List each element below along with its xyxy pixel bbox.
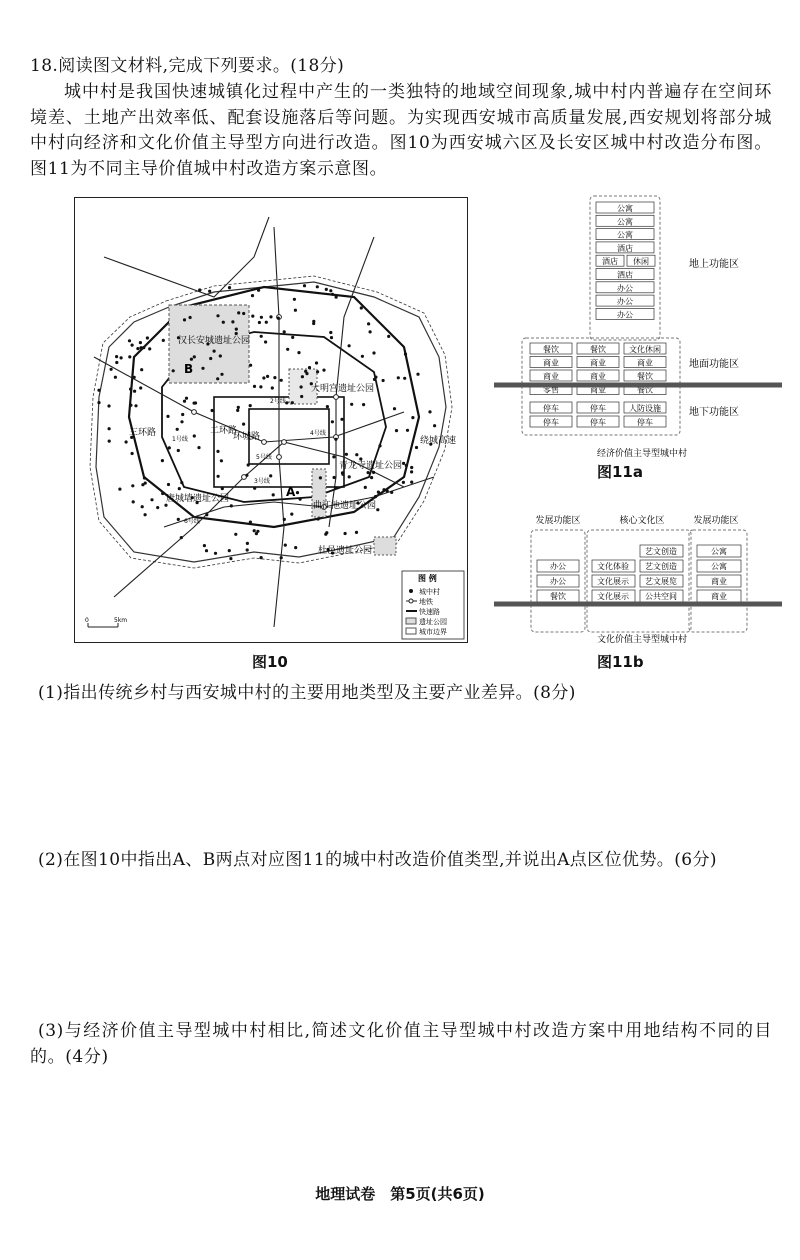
urban-village-dot bbox=[146, 336, 149, 339]
urban-village-dot bbox=[230, 504, 233, 507]
underground-cell: 停车 bbox=[590, 418, 606, 427]
label-han-park: 汉长安城遗址公园 bbox=[178, 336, 251, 346]
urban-village-dot bbox=[410, 470, 413, 473]
urban-village-dot bbox=[331, 293, 334, 296]
tower-cell-7: 办公 bbox=[617, 283, 633, 293]
urban-village-dot bbox=[348, 344, 351, 347]
urban-village-dot bbox=[131, 344, 134, 347]
urban-village-dot bbox=[335, 296, 338, 299]
urban-village-dot bbox=[198, 288, 201, 291]
urban-village-dot bbox=[217, 475, 220, 478]
urban-village-dot bbox=[139, 341, 142, 344]
urban-village-dot bbox=[395, 429, 398, 432]
urban-village-dot bbox=[382, 379, 385, 382]
core-right-cell: 艺文展览 bbox=[645, 577, 677, 586]
urban-village-dot bbox=[110, 368, 113, 371]
question-title: 18.阅读图文材料,完成下列要求。(18分) bbox=[30, 56, 345, 76]
urban-village-dot bbox=[220, 459, 223, 462]
urban-village-dot bbox=[411, 416, 414, 419]
label-line5: 5号线 bbox=[256, 454, 272, 461]
ground-cell: 文化休闲 bbox=[629, 345, 661, 354]
urban-village-dot bbox=[372, 471, 375, 474]
urban-village-dot bbox=[280, 379, 283, 382]
urban-village-dot bbox=[162, 339, 165, 342]
urban-village-dot bbox=[183, 318, 186, 321]
urban-village-dot bbox=[205, 549, 208, 552]
core-left-cell: 文化展示 bbox=[597, 577, 629, 586]
urban-village-dot bbox=[332, 455, 335, 458]
svg-text:遗址公园: 遗址公园 bbox=[419, 618, 447, 626]
urban-village-dot bbox=[139, 386, 142, 389]
urban-village-dot bbox=[183, 400, 186, 403]
urban-village-dot bbox=[114, 376, 117, 379]
urban-village-dot bbox=[118, 488, 121, 491]
urban-village-dot bbox=[433, 424, 436, 427]
svg-text:城市边界: 城市边界 bbox=[419, 628, 447, 636]
urban-village-dot bbox=[284, 544, 287, 547]
core-right-cell: 公共空间 bbox=[645, 592, 677, 601]
question-1: (1)指出传统乡村与西安城中村的主要用地类型及主要产业差异。(8分) bbox=[38, 683, 576, 703]
urban-village-dot bbox=[134, 404, 137, 407]
urban-village-dot bbox=[228, 286, 231, 289]
label-duyi: 杜邑遗址公园 bbox=[318, 546, 373, 556]
urban-village-dot bbox=[382, 488, 385, 491]
urban-village-dot bbox=[341, 471, 344, 474]
urban-village-dot bbox=[115, 355, 118, 358]
ground-cell: 商业 bbox=[637, 358, 653, 368]
urban-village-dot bbox=[129, 388, 132, 391]
urban-village-dot bbox=[190, 358, 193, 361]
urban-village-dot bbox=[156, 506, 159, 509]
urban-village-dot bbox=[376, 508, 379, 511]
urban-village-dot bbox=[229, 557, 232, 560]
urban-village-dot bbox=[312, 322, 315, 325]
urban-village-dot bbox=[403, 377, 406, 380]
question-intro: 城中村是我国快速城镇化过程中产生的一类独特的地域空间现象,城中村内普遍存在空间环境差、土地产出效率低、配套设施落后等问题。为实现西安城市高质量发展,西安规划将部分城中村向经济和文化价值主导型方向进行改造。图10为西安城六区及长安区城中村改造分布图。图11为不同主导价值城中村改造方案示意图。 bbox=[30, 82, 772, 179]
ground-cell: 零售 bbox=[543, 385, 559, 395]
label-line6: 6号线 bbox=[184, 518, 200, 525]
urban-village-dot bbox=[300, 395, 303, 398]
urban-village-dot bbox=[246, 542, 249, 545]
urban-village-dot bbox=[177, 449, 180, 452]
figure-11b bbox=[492, 508, 787, 648]
zone-above: 地上功能区 bbox=[689, 259, 739, 270]
tower-cell-0: 公寓 bbox=[617, 204, 633, 213]
svg-text:图 例: 图 例 bbox=[418, 574, 437, 583]
svg-text:快速路: 快速路 bbox=[419, 608, 440, 616]
urban-village-dot bbox=[428, 410, 431, 413]
urban-village-dot bbox=[133, 390, 136, 393]
urban-village-dot bbox=[273, 376, 276, 379]
dev-left-cell: 办公 bbox=[550, 562, 566, 571]
dev-right-cell: 商业 bbox=[711, 592, 727, 601]
urban-village-dot bbox=[345, 453, 348, 456]
urban-village-dot bbox=[260, 335, 263, 338]
urban-village-dot bbox=[222, 321, 225, 324]
underground-cell: 人防设施 bbox=[629, 404, 661, 413]
fig11a-subtitle: 经济价值主导型城中村 bbox=[596, 449, 688, 459]
urban-village-dot bbox=[128, 355, 131, 358]
dev-left-cell: 办公 bbox=[550, 577, 566, 586]
urban-village-dot bbox=[129, 404, 132, 407]
urban-village-dot bbox=[256, 530, 259, 533]
urban-village-dot bbox=[231, 320, 234, 323]
urban-village-dot bbox=[258, 321, 261, 324]
ground-cell: 商业 bbox=[590, 385, 606, 395]
urban-village-dot bbox=[234, 533, 237, 536]
urban-village-dot bbox=[133, 376, 136, 379]
underground-cell: 停车 bbox=[543, 418, 559, 427]
urban-village-dot bbox=[406, 429, 409, 432]
zone-ground: 地面功能区 bbox=[689, 359, 739, 370]
zone-core: 核心文化区 bbox=[619, 516, 665, 526]
ground-cell: 餐饮 bbox=[637, 372, 653, 381]
urban-village-dot bbox=[136, 347, 139, 350]
urban-village-dot bbox=[291, 401, 294, 404]
urban-village-dot bbox=[251, 294, 254, 297]
urban-village-dot bbox=[144, 482, 147, 485]
urban-village-dot bbox=[367, 471, 370, 474]
urban-village-dot bbox=[161, 459, 164, 462]
tower-cell-6: 酒店 bbox=[617, 270, 633, 280]
urban-village-dot bbox=[266, 375, 269, 378]
urban-village-dot bbox=[249, 364, 252, 367]
urban-village-dot bbox=[203, 544, 206, 547]
urban-village-dot bbox=[209, 357, 212, 360]
urban-village-dot bbox=[272, 493, 275, 496]
urban-village-dot bbox=[213, 350, 216, 353]
urban-village-dot bbox=[251, 315, 254, 318]
figure-11a-caption: 图11a bbox=[597, 463, 643, 481]
urban-village-dot bbox=[249, 404, 252, 407]
urban-village-dot bbox=[334, 486, 337, 489]
urban-village-dot bbox=[193, 434, 196, 437]
urban-village-dot bbox=[214, 552, 217, 555]
urban-village-dot bbox=[303, 284, 306, 287]
urban-village-dot bbox=[293, 298, 296, 301]
urban-village-dot bbox=[283, 330, 286, 333]
urban-village-dot bbox=[304, 370, 307, 373]
urban-village-dot bbox=[219, 354, 222, 357]
urban-village-dot bbox=[262, 376, 265, 379]
urban-village-dot bbox=[260, 316, 263, 319]
urban-village-dot bbox=[378, 444, 381, 447]
ground-cell: 餐饮 bbox=[543, 345, 559, 354]
urban-village-dot bbox=[300, 385, 303, 388]
urban-village-dot bbox=[245, 474, 248, 477]
label-ring2: 二环路 bbox=[210, 426, 238, 436]
urban-village-dot bbox=[402, 481, 405, 484]
urban-village-dot bbox=[324, 533, 327, 536]
urban-village-dot bbox=[316, 370, 319, 373]
question-3: (3)与经济价值主导型城中村相比,简述文化价值主导型城中村改造方案中用地结构不同的目的。(4分) bbox=[30, 1021, 772, 1067]
label-qinglong: 青龙寺遗址公园 bbox=[339, 461, 403, 471]
urban-village-dot bbox=[405, 464, 408, 467]
urban-village-dot bbox=[265, 321, 268, 324]
urban-village-dot bbox=[131, 484, 134, 487]
question-2: (2)在图10中指出A、B两点对应图11的城中村改造价值类型,并说出A点区位优势。(6分) bbox=[38, 850, 717, 870]
label-ringcity: 环城路 bbox=[233, 432, 261, 442]
urban-village-dot bbox=[253, 385, 256, 388]
urban-village-dot bbox=[120, 356, 123, 359]
urban-village-dot bbox=[319, 476, 322, 479]
urban-village-dot bbox=[373, 378, 376, 381]
core-left-cell: 文化展示 bbox=[597, 592, 629, 601]
urban-village-dot bbox=[387, 335, 390, 338]
urban-village-dot bbox=[374, 495, 377, 498]
urban-village-dot bbox=[181, 413, 184, 416]
urban-village-dot bbox=[334, 438, 337, 441]
urban-village-dot bbox=[166, 415, 169, 418]
urban-village-dot bbox=[360, 306, 363, 309]
tower-cell-9: 办公 bbox=[617, 310, 633, 320]
urban-village-dot bbox=[180, 420, 183, 423]
urban-village-dot bbox=[167, 483, 170, 486]
urban-village-dot bbox=[315, 361, 318, 364]
urban-village-dot bbox=[340, 418, 343, 421]
urban-village-dot bbox=[97, 389, 100, 392]
urban-village-dot bbox=[197, 446, 200, 449]
urban-village-dot bbox=[236, 409, 239, 412]
urban-village-dot bbox=[185, 397, 188, 400]
urban-village-dot bbox=[348, 475, 351, 478]
urban-village-dot bbox=[253, 529, 256, 532]
urban-village-dot bbox=[277, 317, 280, 320]
urban-village-dot bbox=[344, 532, 347, 535]
label-point-a: A bbox=[286, 485, 296, 499]
zone-underground: 地下功能区 bbox=[689, 407, 739, 418]
label-highway: 绕城高速 bbox=[420, 436, 457, 446]
urban-village-dot bbox=[148, 347, 151, 350]
label-line1: 1号线 bbox=[172, 436, 188, 443]
urban-village-dot bbox=[242, 312, 245, 315]
urban-village-dot bbox=[144, 513, 147, 516]
urban-village-dot bbox=[140, 368, 143, 371]
urban-village-dot bbox=[249, 521, 252, 524]
urban-village-dot bbox=[410, 466, 413, 469]
urban-village-dot bbox=[393, 407, 396, 410]
ground-cell: 商业 bbox=[543, 358, 559, 368]
urban-village-dot bbox=[161, 492, 164, 495]
ground-cell: 餐饮 bbox=[590, 345, 606, 354]
figure-10-caption: 图10 bbox=[252, 653, 288, 671]
urban-village-dot bbox=[107, 404, 110, 407]
urban-village-dot bbox=[115, 361, 118, 364]
urban-village-dot bbox=[294, 546, 297, 549]
underground-cell: 停车 bbox=[590, 404, 606, 413]
urban-village-dot bbox=[221, 487, 224, 490]
urban-village-dot bbox=[108, 427, 111, 430]
urban-village-dot bbox=[402, 462, 405, 465]
ground-cell: 商业 bbox=[590, 372, 606, 381]
urban-village-dot bbox=[299, 498, 302, 501]
urban-village-dot bbox=[372, 351, 375, 354]
dev-right-cell: 商业 bbox=[711, 577, 727, 586]
urban-village-dot bbox=[193, 355, 196, 358]
tower-cell-5: 休闲 bbox=[633, 257, 649, 267]
underground-cell: 停车 bbox=[637, 418, 653, 427]
svg-text:地铁: 地铁 bbox=[419, 598, 433, 606]
label-line4: 4号线 bbox=[310, 430, 326, 437]
urban-village-dot bbox=[404, 353, 407, 356]
urban-village-dot bbox=[294, 309, 297, 312]
label-damingong: 大明宫遗址公园 bbox=[311, 384, 375, 394]
urban-village-dot bbox=[246, 548, 249, 551]
urban-village-dot bbox=[235, 328, 238, 331]
urban-village-dot bbox=[141, 505, 144, 508]
urban-village-dot bbox=[331, 420, 334, 423]
urban-village-dot bbox=[235, 332, 238, 335]
urban-village-dot bbox=[301, 375, 304, 378]
urban-village-dot bbox=[178, 487, 181, 490]
dev-right-cell: 公寓 bbox=[711, 562, 727, 571]
urban-village-dot bbox=[317, 517, 320, 520]
urban-village-dot bbox=[269, 315, 272, 318]
urban-village-dot bbox=[367, 322, 370, 325]
label-line2: 2号线 bbox=[270, 398, 286, 405]
urban-village-dot bbox=[390, 491, 393, 494]
map-legend bbox=[402, 571, 464, 639]
urban-village-dot bbox=[168, 446, 171, 449]
ground-cell: 商业 bbox=[590, 358, 606, 368]
urban-village-dot bbox=[180, 481, 183, 484]
urban-village-dot bbox=[208, 290, 211, 293]
urban-village-dot bbox=[108, 440, 111, 443]
label-line3: 3号线 bbox=[254, 478, 270, 485]
urban-village-dot bbox=[211, 409, 214, 412]
urban-village-dot bbox=[410, 481, 413, 484]
urban-village-dot bbox=[330, 336, 333, 339]
urban-village-dot bbox=[322, 369, 325, 372]
underground-cell: 停车 bbox=[543, 404, 559, 413]
urban-village-dot bbox=[125, 440, 128, 443]
urban-village-dot bbox=[271, 386, 274, 389]
core-right-cell: 艺文创造 bbox=[645, 562, 677, 571]
urban-village-dot bbox=[253, 487, 256, 490]
zone-dev-right: 发展功能区 bbox=[693, 516, 739, 526]
figure-11a bbox=[492, 190, 787, 470]
urban-village-dot bbox=[172, 369, 175, 372]
urban-village-dot bbox=[193, 402, 196, 405]
urban-village-dot bbox=[259, 385, 262, 388]
urban-village-dot bbox=[370, 476, 373, 479]
dev-left-cell: 餐饮 bbox=[550, 592, 566, 601]
urban-village-dot bbox=[416, 373, 419, 376]
label-tangcheng: 唐城墙遗址公园 bbox=[166, 494, 230, 504]
urban-village-dot bbox=[260, 556, 263, 559]
urban-village-dot bbox=[216, 377, 219, 380]
urban-village-dot bbox=[326, 405, 329, 408]
urban-village-dot bbox=[237, 311, 240, 314]
svg-text:城中村: 城中村 bbox=[419, 588, 440, 596]
urban-village-dot bbox=[350, 403, 353, 406]
urban-village-dot bbox=[280, 556, 283, 559]
urban-village-dot bbox=[180, 536, 183, 539]
tower-cell-3: 酒店 bbox=[617, 243, 633, 253]
urban-village-dot bbox=[325, 288, 328, 291]
urban-village-dot bbox=[142, 346, 145, 349]
urban-village-dot bbox=[189, 316, 192, 319]
urban-village-dot bbox=[397, 376, 400, 379]
svg-text:5km: 5km bbox=[114, 617, 128, 624]
tower-cell-8: 办公 bbox=[617, 297, 633, 307]
urban-village-dot bbox=[143, 476, 146, 479]
svg-text:0: 0 bbox=[85, 617, 89, 624]
ground-cell: 商业 bbox=[543, 372, 559, 381]
urban-village-dot bbox=[308, 366, 311, 369]
urban-village-dot bbox=[247, 463, 250, 466]
urban-village-dot bbox=[216, 314, 219, 317]
urban-village-dot bbox=[415, 446, 418, 449]
urban-village-dot bbox=[201, 367, 204, 370]
page-footer: 地理试卷 第5页(共6页) bbox=[315, 1185, 485, 1203]
tower-cell-4: 酒店 bbox=[602, 257, 618, 267]
urban-village-dot bbox=[220, 373, 223, 376]
urban-village-dot bbox=[290, 513, 293, 516]
urban-village-dot bbox=[242, 423, 245, 426]
urban-village-dot bbox=[228, 549, 231, 552]
core-left-cell: 文化体验 bbox=[597, 562, 629, 571]
urban-village-dot bbox=[132, 500, 135, 503]
urban-village-dot bbox=[177, 518, 180, 521]
urban-village-dot bbox=[131, 452, 134, 455]
urban-village-dot bbox=[386, 489, 389, 492]
urban-village-dot bbox=[257, 289, 260, 292]
urban-village-dot bbox=[364, 486, 367, 489]
urban-village-dot bbox=[355, 531, 358, 534]
zone-dev-left: 发展功能区 bbox=[535, 516, 581, 526]
label-point-b: B bbox=[184, 362, 194, 376]
urban-village-dot bbox=[316, 285, 319, 288]
urban-village-dot bbox=[286, 348, 289, 351]
urban-village-dot bbox=[377, 491, 380, 494]
ground-cell: 餐饮 bbox=[637, 385, 653, 395]
urban-village-dot bbox=[297, 351, 300, 354]
figure-11b-caption: 图11b bbox=[597, 653, 644, 671]
urban-village-dot bbox=[296, 491, 299, 494]
urban-village-dot bbox=[369, 330, 372, 333]
urban-village-dot bbox=[355, 453, 358, 456]
urban-village-dot bbox=[329, 289, 332, 292]
urban-village-dot bbox=[264, 340, 267, 343]
core-right-cell: 艺文创造 bbox=[645, 547, 677, 556]
label-ring3: 三环路 bbox=[129, 428, 157, 438]
label-qujiang: 曲江池遗址公园 bbox=[313, 501, 377, 511]
urban-village-dot bbox=[333, 476, 336, 479]
fig11b-subtitle: 文化价值主导型城中村 bbox=[596, 635, 688, 645]
tower-cell-1: 公寓 bbox=[617, 217, 633, 227]
urban-village-dot bbox=[164, 504, 167, 507]
urban-village-dot bbox=[283, 518, 286, 521]
dev-right-cell: 公寓 bbox=[711, 547, 727, 556]
urban-village-dot bbox=[329, 331, 332, 334]
urban-village-dot bbox=[150, 498, 153, 501]
tower-cell-2: 公寓 bbox=[617, 230, 633, 240]
urban-village-dot bbox=[291, 336, 294, 339]
urban-village-dot bbox=[176, 428, 179, 431]
figure-10-map bbox=[74, 197, 468, 643]
urban-village-dot bbox=[237, 406, 240, 409]
park-duyi bbox=[374, 537, 396, 555]
urban-village-dot bbox=[205, 513, 208, 516]
urban-village-dot bbox=[362, 403, 365, 406]
urban-village-dot bbox=[97, 401, 100, 404]
urban-village-dot bbox=[128, 339, 131, 342]
urban-village-dot bbox=[361, 355, 364, 358]
urban-village-dot bbox=[216, 450, 219, 453]
